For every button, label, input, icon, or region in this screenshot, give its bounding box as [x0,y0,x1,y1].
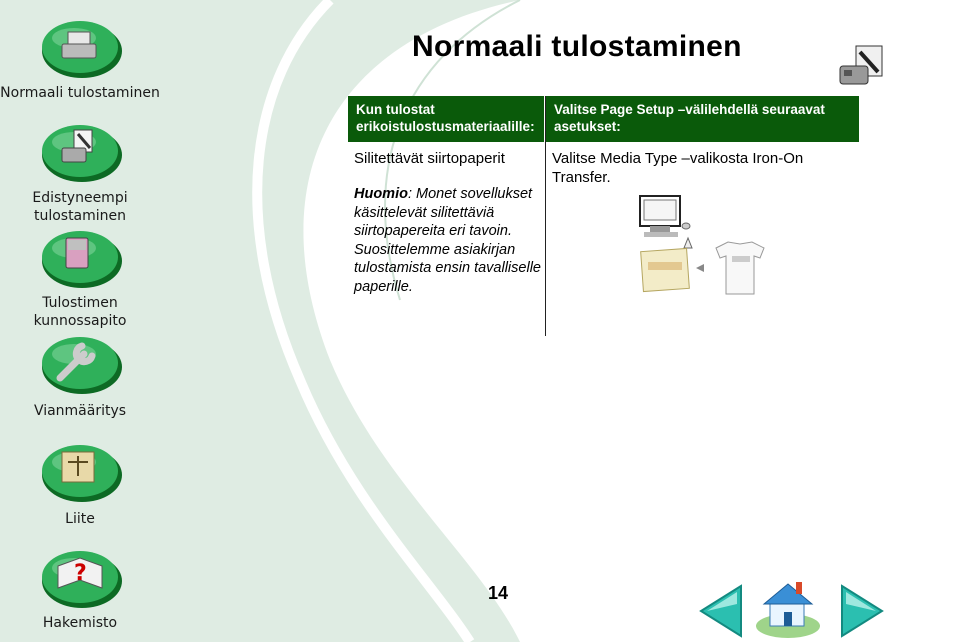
setting-cell: Valitse Media Type –valikosta Iron-On Transfer. [552,150,804,186]
nav-tulostimen-kunnossapito[interactable] [0,222,160,332]
nav-label: Hakemisto [42,615,118,631]
advanced-printing-icon [836,42,888,90]
table-header-left: Kun tulostat erikoistulostusmateriaalille: [348,96,544,142]
nav-hakemisto[interactable] [0,544,160,639]
scroll-scale-icon [38,438,122,504]
nav-normaali-tulostaminen[interactable] [0,10,160,105]
ink-cartridge-icon [38,224,122,290]
svg-text:?: ? [74,561,87,586]
nav-label: Normaali tulostaminen [0,85,160,101]
help-book-icon [38,544,122,610]
nav-liite[interactable] [0,438,160,533]
column-divider [545,96,546,336]
next-page-arrow-icon[interactable] [840,582,886,640]
nav-label: Vianmääritys [33,403,127,419]
page-title: Normaali tulostaminen [412,30,742,63]
table-header-right: Valitse Page Setup –välilehdellä seuraavat asetukset: [546,96,859,142]
wrench-icon [38,330,122,396]
printer-icon [38,14,122,80]
nav-label: Tulostimen kunnossapito [33,295,127,329]
note-text [354,185,542,296]
home-icon[interactable] [752,574,824,640]
nav-vianmaaritys[interactable] [0,330,160,425]
nav-label: Edistyneempi tulostaminen [32,190,128,224]
page-number: 14 [487,583,509,603]
iron-on-transfer-illustration [636,190,776,302]
media-type-cell: Silitettävät siirtopaperit [354,150,505,167]
nav-label: Liite [65,511,95,527]
note-label: Huomio [354,186,408,202]
nav-edistyneempi-tulostaminen[interactable] [0,118,160,228]
previous-page-arrow-icon[interactable] [697,582,743,640]
advanced-printing-icon [38,118,122,184]
note-body: : Monet sovellukset käsittelevät silitettäviä siirtopapereita eri tavoin. Suosittelemme asiakirjan tulostamista ensin tavalliselle paperille. [354,186,541,295]
